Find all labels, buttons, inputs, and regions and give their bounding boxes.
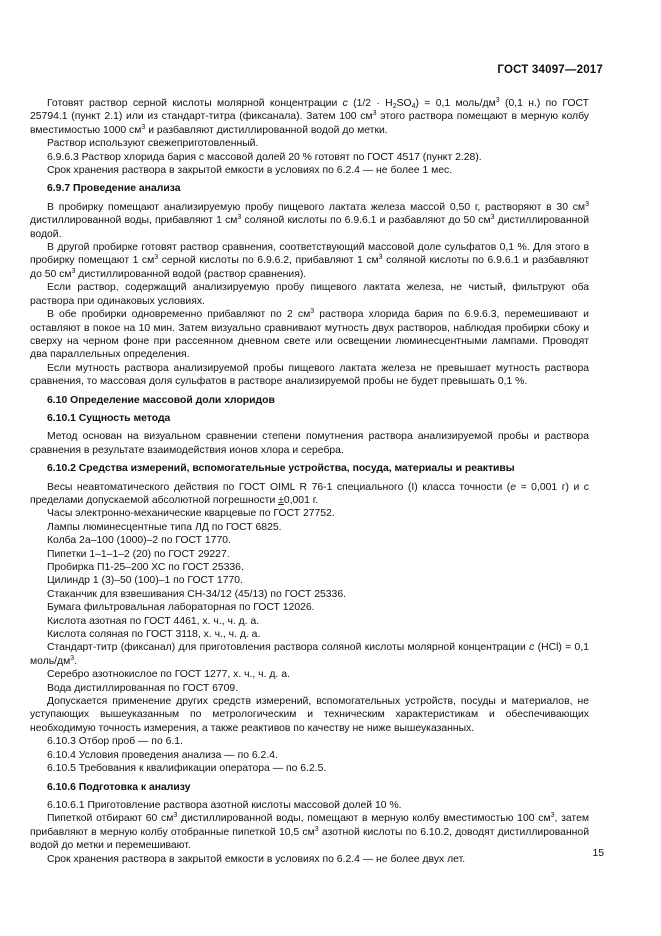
list-item-clock: Часы электронно-механические кварцевые по ГОСТ 27752. <box>47 508 335 520</box>
paragraph-sulfate-result: Если мутность раствора анализируемой пробы пищевого лактата железа не превышает мутность раствора сравнения, то массовая доля сульфатов в растворе анализируемой пробы не будет превышать 0,1 %. <box>30 362 589 388</box>
list-item-filter-paper: Бумага фильтровальная лабораторная по ГОСТ 12026. <box>47 602 315 614</box>
paragraph-6-10-4: 6.10.4 Условия проведения анализа — по 6.2.4. <box>47 749 278 761</box>
list-item-silver-nitrate: Серебро азотнокислое по ГОСТ 1277, х. ч., ч. д. а. <box>47 669 290 681</box>
list-item-lamps: Лампы люминесцентные типа ЛД по ГОСТ 6825. <box>47 521 282 533</box>
heading-6-10-2: 6.10.2 Средства измерений, вспомогательные устройства, посуда, материалы и реактивы <box>47 463 515 475</box>
paragraph-sample-tube: В пробирку помещают анализируемую пробу пищевого лактата железа массой 0,50 г, растворяют в 30 $см^3$ дистиллированной воды, прибавляют 1 $см^3$ соляной кислоты по 6.9.6.1 и разбавляют до 50 $см^3$ дистиллированной водой. <box>30 200 589 240</box>
paragraph-barium-chloride-add: В обе пробирки одновременно прибавляют по 2 $см^3$ раствора хлорида бария по 6.9.6.3, перемешивают и оставляют в покое на 10 мин. Затем визуально сравнивают мутность двух растворов, наблюдая пробирки сбоку и сверху на черном фоне при рассеянном дневном свете или освещении люминесцентными лампами. Проводят два параллельных определения. <box>30 308 589 361</box>
paragraph-6-10-3: 6.10.3 Отбор проб — по 6.1. <box>47 736 183 748</box>
list-item-weighing-cup: Стаканчик для взвешивания СН-34/12 (45/13) по ГОСТ 25336. <box>47 588 346 600</box>
heading-6-9-7: 6.9.7 Проведение анализа <box>47 183 181 195</box>
paragraph-6-9-6-3: 6.9.6.3 Раствор хлорида бария с массовой долей 20 % готовят по ГОСТ 4517 (пункт 2.28). <box>47 151 482 163</box>
heading-6-10-6: 6.10.6 Подготовка к анализу <box>47 781 191 793</box>
paragraph-storage-term: Срок хранения раствора в закрытой емкости в условиях по 6.2.4 — не более 1 мес. <box>47 165 453 177</box>
heading-6-10-1: 6.10.1 Сущность метода <box>47 412 171 424</box>
paragraph-reference-solution: В другой пробирке готовят раствор сравнения, соответствующий массовой доле сульфатов 0,1 %. Для этого в пробирку помещают 1 $см^3$ серной кислоты по 6.9.6.2, прибавляют 1 $см^3$ соляной кислоты по 6.9.6.1 и разбавляют до 50 $см^3$ дистиллированной водой (раствор сравнения). <box>30 242 590 280</box>
paragraph-filtering: Если раствор, содержащий анализируемую пробу пищевого лактата железа, не чистый, фильтруют оба раствора при одинаковых условиях. <box>30 282 589 307</box>
list-item-distilled-water: Вода дистиллированная по ГОСТ 6709. <box>47 682 239 694</box>
document-header: ГОСТ 34097—2017 <box>497 64 603 76</box>
paragraph-sulfuric-acid-solution: Готовят раствор серной кислоты молярной концентрации c $(1/2 \cdot H_2SO_4) = 0,1$ моль/$дм^3$ (0,1 н.) по ГОСТ 25794.1 (пункт 2.1) или из стандарт-титра (фиксанала). Затем 100 $см^3$ этого раствора помещают в мерную колбу вместимостью 1000 $см^3$ и разбавляют дистиллированной водой до метки. <box>30 97 590 136</box>
list-item-test-tube: Пробирка П1-25–200 ХС по ГОСТ 25336. <box>47 562 244 573</box>
list-item-hydrochloric-acid: Кислота соляная по ГОСТ 3118, х. ч., ч. д. а. <box>47 629 261 641</box>
list-item-flask: Колба 2а–100 (1000)–2 по ГОСТ 1770. <box>47 535 231 547</box>
paragraph-pipette-water: Пипеткой отбирают 60 $см^3$ дистиллированной воды, помещают в мерную колбу вместимостью 100 $см^3$, затем прибавляют в мерную колбу отобранные пипеткой 10,5 $см^3$ азотной кислоты по 6.10.2, доводят дистиллированной водой до метки и перемешивают. <box>30 812 590 852</box>
paragraph-method-essence: Метод основан на визуальном сравнении степени помутнения раствора анализируемой пробы и раствора сравнения в результате взаимодействия ионов хлора и серебра. <box>30 431 589 456</box>
paragraph-alternatives: Допускается применение других средств измерений, вспомогательных устройств, посуды и материалов, не уступающих вышеуказанным по метрологическим и техническим характеристикам и обеспечивающих необходимую точность измерения, а также реактивов по качеству не ниже вышеуказанных. <box>30 696 589 734</box>
heading-6-10: 6.10 Определение массовой доли хлоридов <box>47 394 275 406</box>
list-item-standard-titer: Стандарт-титр (фиксанал) для приготовления раствора соляной кислоты молярной концентрации c (HCl) = 0,1 моль/$дм^3$. <box>30 642 589 667</box>
list-item-nitric-acid: Кислота азотная по ГОСТ 4461, х. ч., ч. д. а. <box>47 615 260 627</box>
paragraph-scales: Весы неавтоматического действия по ГОСТ OIML R 76-1 специального (I) класса точности (e = 0,001 г) и с пределами допускаемой абсолютной погрешности ±0,001 г. <box>30 481 589 506</box>
paragraph-6-10-5: 6.10.5 Требования к квалификации оператора — по 6.2.5. <box>47 763 327 775</box>
paragraph-fresh-solution: Раствор используют свежеприготовленный. <box>47 138 259 150</box>
list-item-pipettes: Пипетки 1–1–1–2 (20) по ГОСТ 29227. <box>47 548 230 560</box>
paragraph-storage-two-years: Срок хранения раствора в закрытой емкости в условиях по 6.2.4 — не более двух лет. <box>47 853 466 865</box>
paragraph-6-10-6-1: 6.10.6.1 Приготовление раствора азотной кислоты массовой долей 10 %. <box>47 799 402 811</box>
page-number: 15 <box>592 848 604 859</box>
list-item-cylinder: Цилиндр 1 (3)–50 (100)–1 по ГОСТ 1770. <box>47 575 243 587</box>
page-content <box>30 97 589 866</box>
